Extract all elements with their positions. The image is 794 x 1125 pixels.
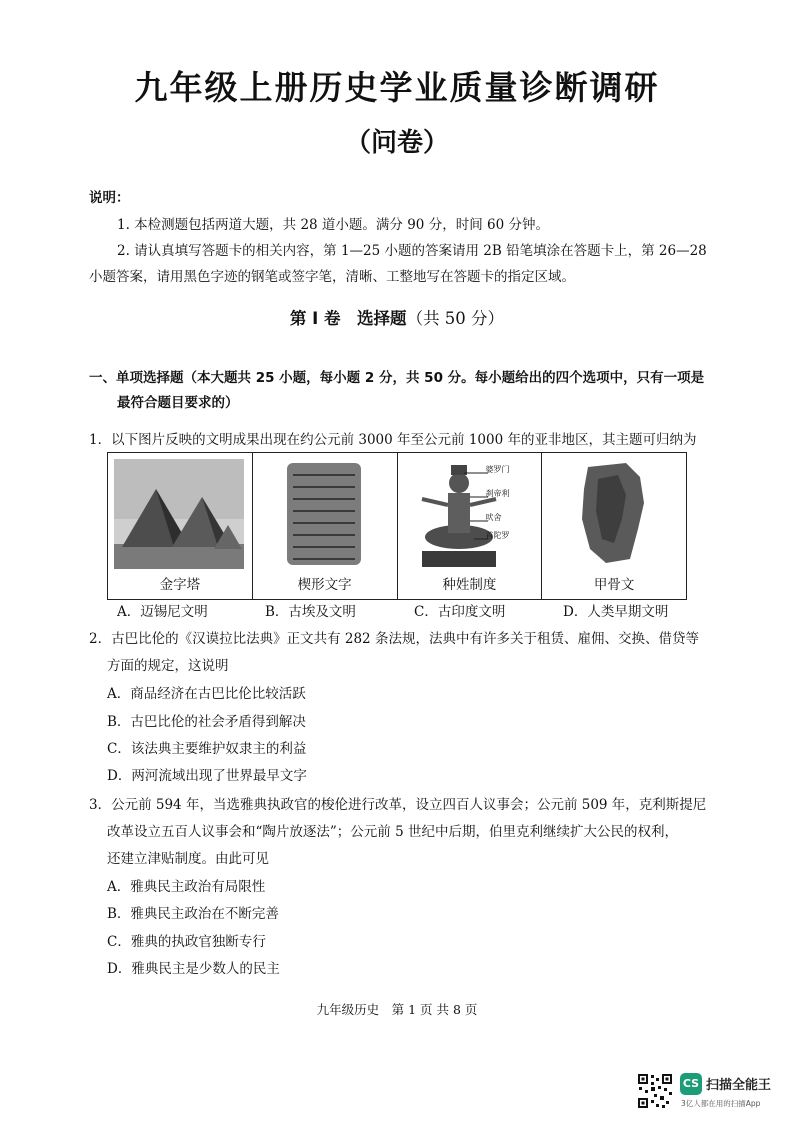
- cuneiform-tablet-image: [259, 459, 389, 569]
- question-2-option-b: B．古巴比伦的社会矛盾得到解决: [107, 714, 306, 730]
- question-1-option-d: D．人类早期文明: [563, 604, 669, 620]
- instructions-label: 说明：: [89, 190, 130, 206]
- caption-oracle-bone: 甲骨文: [593, 577, 635, 593]
- section-part: 第 Ⅰ 卷 选择题: [289, 309, 407, 328]
- part-one-heading-line-1: 一、单项选择题（本大题共 25 小题，每小题 2 分，共 50 分。每小题给出的四个选项中，只有一项是: [89, 370, 705, 386]
- part-one-heading-line-2: 最符合题目要求的）: [117, 395, 239, 411]
- figure-cell-oracle-bone: [542, 453, 686, 599]
- question-3-stem-line-2: 改革设立五百人议事会和“陶片放逐法”；公元前 5 世纪中后期，伯里克利继续扩大公民的权利，: [107, 824, 678, 840]
- scanner-app-tagline: 3亿人都在用的扫描App: [681, 1099, 761, 1108]
- caption-cuneiform: 楔形文字: [297, 577, 352, 593]
- oracle-bone-image: [548, 459, 678, 569]
- question-3-option-d: D．雅典民主是少数人的民主: [107, 961, 280, 977]
- label-kshatriya: 刹帝利: [485, 489, 510, 498]
- question-1-option-a: A．迈锡尼文明: [117, 604, 208, 620]
- instruction-item-2-line-1: 2. 请认真填写答题卡的相关内容，第 1—25 小题的答案请用 2B 铅笔填涂在答题卡上，第 26—28: [117, 243, 707, 259]
- section-score: （共 50 分）: [406, 309, 505, 328]
- instruction-item-2-line-2: 小题答案，请用黑色字迹的钢笔或签字笔，清晰、工整地写在答题卡的指定区域。: [89, 269, 575, 285]
- qr-code-icon: [637, 1073, 673, 1109]
- question-2-option-c: C．该法典主要维护奴隶主的利益: [107, 741, 307, 757]
- question-3-option-b: B．雅典民主政治在不断完善: [107, 906, 279, 922]
- question-1-option-c: C．古印度文明: [414, 604, 506, 620]
- question-1-stem: 1．以下图片反映的文明成果出现在约公元前 3000 年至公元前 1000 年的亚非地区，其主题可归纳为: [89, 432, 697, 448]
- question-2-option-a: A．商品经济在古巴比伦比较活跃: [107, 686, 306, 702]
- label-shudra: 首陀罗: [485, 531, 510, 540]
- page-subtitle: （问卷）: [344, 128, 449, 158]
- question-2-stem-line-2: 方面的规定，这说明: [107, 658, 229, 674]
- question-3-stem-line-1: 3．公元前 594 年，当选雅典执政官的梭伦进行改革，设立四百人议事会；公元前 509 年，克利斯提尼: [89, 797, 707, 813]
- caste-statue-image: [404, 459, 534, 569]
- label-vaishya: 吠舍: [485, 513, 502, 522]
- question-2-option-d: D．两河流域出现了世界最早文字: [107, 768, 307, 784]
- pyramids-image: [114, 459, 244, 569]
- question-3-option-c: C．雅典的执政官独断专行: [107, 934, 266, 950]
- question-1-option-b: B．古埃及文明: [265, 604, 356, 620]
- caption-pyramids: 金字塔: [159, 577, 201, 593]
- figure-cell-caste: [398, 453, 543, 599]
- scanner-app-name: 扫描全能王: [706, 1078, 772, 1093]
- instruction-item-1: 1. 本检测题包括两道大题，共 28 道小题。满分 90 分，时间 60 分钟。: [117, 217, 549, 233]
- question-1-figure: [107, 452, 687, 600]
- question-3-stem-line-3: 还建立津贴制度。由此可见: [107, 851, 269, 867]
- page-footer: 九年级历史 第 1 页 共 8 页: [316, 1002, 478, 1017]
- section-title: [0, 305, 794, 329]
- figure-cell-pyramids: [108, 453, 253, 599]
- page-title: 九年级上册历史学业质量诊断调研: [134, 68, 660, 107]
- label-brahmin: 婆罗门: [485, 465, 510, 474]
- caption-caste-system: 种姓制度: [442, 577, 497, 593]
- question-2-stem-line-1: 2．古巴比伦的《汉谟拉比法典》正文共有 282 条法规，法典中有许多关于租赁、雇佣、交换、借贷等: [89, 631, 699, 647]
- scanner-logo-icon: CS: [680, 1073, 702, 1095]
- question-3-option-a: A．雅典民主政治有局限性: [107, 879, 266, 895]
- figure-cell-cuneiform: [253, 453, 398, 599]
